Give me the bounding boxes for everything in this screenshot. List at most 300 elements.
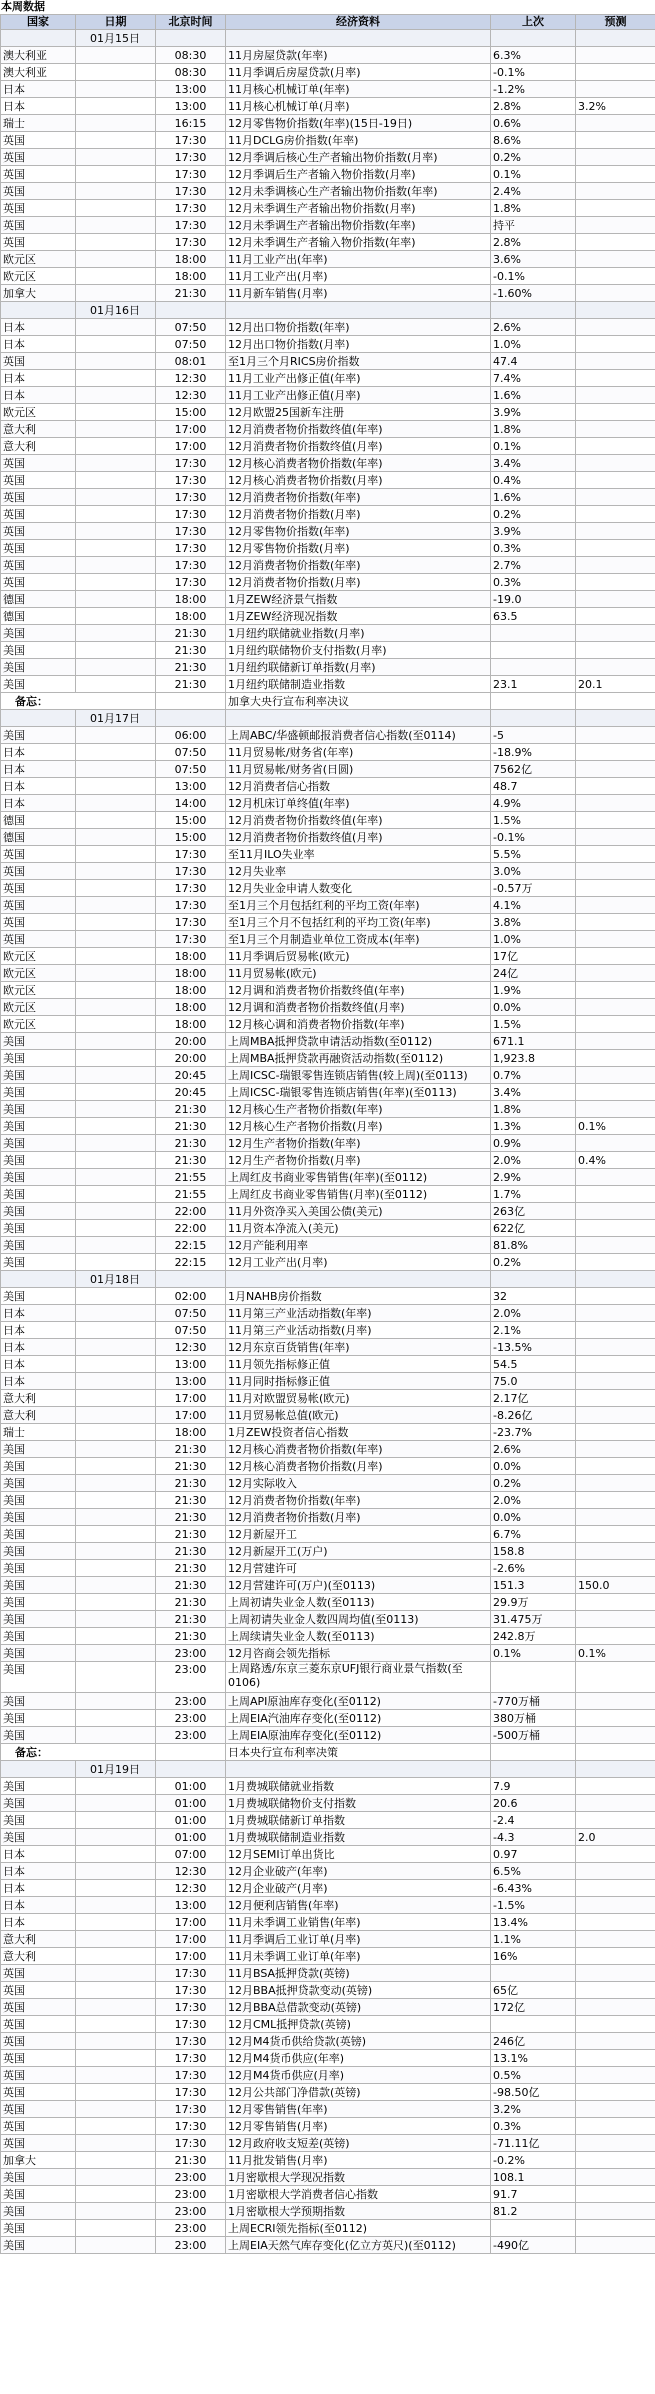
country-cell: 日本 — [1, 761, 76, 778]
country-cell: 英国 — [1, 506, 76, 523]
event-cell: 11月工业产出修正值(年率) — [226, 370, 491, 387]
event-cell: 12月产能利用率 — [226, 1237, 491, 1254]
previous-value-cell: 0.0% — [491, 1509, 576, 1526]
event-cell: 12月SEMI订单出货比 — [226, 1846, 491, 1863]
date-cell — [76, 1846, 156, 1863]
event-cell: 1月NAHB房价指数 — [226, 1288, 491, 1305]
previous-value-cell: 8.6% — [491, 132, 576, 149]
time-cell: 21:30 — [156, 1441, 226, 1458]
event-cell: 1月密歇根大学现况指数 — [226, 2169, 491, 2186]
table-row — [1, 948, 655, 965]
time-cell: 17:30 — [156, 2067, 226, 2084]
time-cell: 21:30 — [156, 1135, 226, 1152]
previous-value-cell: -490亿 — [491, 2237, 576, 2254]
forecast-value-cell — [576, 1846, 655, 1863]
time-cell: 07:00 — [156, 1846, 226, 1863]
country-cell: 日本 — [1, 387, 76, 404]
country-cell: 英国 — [1, 863, 76, 880]
date-cell — [76, 387, 156, 404]
time-cell: 21:30 — [156, 1101, 226, 1118]
event-cell: 12月消费者物价指数终值(年率) — [226, 812, 491, 829]
date-cell — [76, 1560, 156, 1577]
event-cell: 12月季调后生产者输入物价指数(月率) — [226, 166, 491, 183]
event-cell: 12月政府收支短差(英镑) — [226, 2135, 491, 2152]
date-row-country — [1, 710, 76, 727]
country-cell: 英国 — [1, 149, 76, 166]
table-row — [1, 2016, 655, 2033]
time-cell: 21:30 — [156, 625, 226, 642]
country-cell: 英国 — [1, 200, 76, 217]
country-cell: 英国 — [1, 2118, 76, 2135]
previous-value-cell: -770万桶 — [491, 1693, 576, 1710]
country-cell: 美国 — [1, 1693, 76, 1710]
forecast-value-cell — [576, 64, 655, 81]
time-cell: 21:55 — [156, 1186, 226, 1203]
time-cell: 08:30 — [156, 64, 226, 81]
forecast-value-cell — [576, 1611, 655, 1628]
table-row — [1, 1220, 655, 1237]
date-cell — [76, 1305, 156, 1322]
event-cell: 11月领先指标修正值 — [226, 1356, 491, 1373]
time-cell: 22:00 — [156, 1220, 226, 1237]
event-cell: 上周MBA抵押贷款申请活动指数(至0112) — [226, 1033, 491, 1050]
forecast-value-cell — [576, 1693, 655, 1710]
country-cell: 英国 — [1, 2016, 76, 2033]
date-cell — [76, 472, 156, 489]
date-cell — [76, 1931, 156, 1948]
time-cell: 17:30 — [156, 897, 226, 914]
date-cell — [76, 2152, 156, 2169]
previous-value-cell: -18.9% — [491, 744, 576, 761]
previous-value-cell: 16% — [491, 1948, 576, 1965]
event-cell: 1月ZEW经济现况指数 — [226, 608, 491, 625]
previous-value-cell: 1.5% — [491, 812, 576, 829]
time-cell: 17:30 — [156, 863, 226, 880]
forecast-value-cell — [576, 1288, 655, 1305]
date-cell — [76, 591, 156, 608]
date-cell — [76, 1441, 156, 1458]
event-cell: 11月未季调工业销售(年率) — [226, 1914, 491, 1931]
previous-value-cell: 671.1 — [491, 1033, 576, 1050]
forecast-value-cell — [576, 2118, 655, 2135]
time-cell: 23:00 — [156, 2203, 226, 2220]
table-row — [1, 2237, 655, 2254]
time-cell: 01:00 — [156, 1795, 226, 1812]
forecast-value-cell — [576, 132, 655, 149]
event-cell: 12月M4货币供应(月率) — [226, 2067, 491, 2084]
date-cell — [76, 1152, 156, 1169]
forecast-value-cell — [576, 931, 655, 948]
forecast-value-cell — [576, 1526, 655, 1543]
event-cell: 11月工业产出(年率) — [226, 251, 491, 268]
country-cell: 英国 — [1, 914, 76, 931]
table-row — [1, 2203, 655, 2220]
table-row — [1, 1305, 655, 1322]
date-cell — [76, 438, 156, 455]
date-cell — [76, 353, 156, 370]
event-cell: 上周红皮书商业零售销售(年率)(至0112) — [226, 1169, 491, 1186]
table-row — [1, 455, 655, 472]
forecast-value-cell — [576, 1067, 655, 1084]
forecast-value-cell — [576, 795, 655, 812]
time-cell: 17:00 — [156, 1948, 226, 1965]
forecast-value-cell — [576, 1863, 655, 1880]
time-cell: 17:30 — [156, 1965, 226, 1982]
forecast-value-cell: 0.1% — [576, 1645, 655, 1662]
country-cell: 美国 — [1, 1645, 76, 1662]
table-row — [1, 1254, 655, 1271]
date-cell — [76, 1220, 156, 1237]
previous-value-cell — [491, 659, 576, 676]
country-cell: 欧元区 — [1, 965, 76, 982]
table-row — [1, 47, 655, 64]
event-cell: 12月未季调核心生产者输出物价指数(年率) — [226, 183, 491, 200]
time-cell: 23:00 — [156, 1727, 226, 1744]
event-cell: 12月未季调生产者输出物价指数(年率) — [226, 217, 491, 234]
forecast-value-cell: 150.0 — [576, 1577, 655, 1594]
event-cell: 11月DCLG房价指数(年率) — [226, 132, 491, 149]
table-row — [1, 2152, 655, 2169]
table-row — [1, 863, 655, 880]
event-cell: 12月消费者物价指数(月率) — [226, 574, 491, 591]
date-cell — [76, 1727, 156, 1744]
date-row-forecast — [576, 30, 655, 47]
previous-value-cell: -98.50亿 — [491, 2084, 576, 2101]
date-cell — [76, 965, 156, 982]
event-cell: 12月核心调和消费者物价指数(年率) — [226, 1016, 491, 1033]
date-row-event — [226, 1761, 491, 1778]
forecast-value-cell — [576, 574, 655, 591]
previous-value-cell: 0.1% — [491, 1645, 576, 1662]
table-row — [1, 2220, 655, 2237]
date-row-previous — [491, 710, 576, 727]
time-cell: 07:50 — [156, 1322, 226, 1339]
country-cell: 日本 — [1, 81, 76, 98]
forecast-value-cell — [576, 1407, 655, 1424]
time-cell: 17:30 — [156, 2084, 226, 2101]
date-cell — [76, 2220, 156, 2237]
previous-value-cell: 23.1 — [491, 676, 576, 693]
forecast-value-cell — [576, 1509, 655, 1526]
table-row — [1, 523, 655, 540]
table-row — [1, 812, 655, 829]
country-cell: 日本 — [1, 1846, 76, 1863]
date-row-forecast — [576, 1761, 655, 1778]
previous-value-cell: -1.5% — [491, 1897, 576, 1914]
country-cell: 英国 — [1, 132, 76, 149]
forecast-value-cell — [576, 1169, 655, 1186]
previous-value-cell: 47.4 — [491, 353, 576, 370]
date-cell — [76, 744, 156, 761]
event-cell: 12月营建许可 — [226, 1560, 491, 1577]
table-row — [1, 2101, 655, 2118]
previous-value-cell: 1.7% — [491, 1186, 576, 1203]
event-cell: 11月资本净流入(美元) — [226, 1220, 491, 1237]
country-cell: 意大利 — [1, 1948, 76, 1965]
forecast-value-cell — [576, 115, 655, 132]
table-row — [1, 1727, 655, 1744]
country-cell: 英国 — [1, 2067, 76, 2084]
date-cell — [76, 132, 156, 149]
event-cell: 11月新车销售(月率) — [226, 285, 491, 302]
time-cell: 23:00 — [156, 1662, 226, 1693]
forecast-value-cell — [576, 1458, 655, 1475]
country-cell: 英国 — [1, 540, 76, 557]
table-row — [1, 591, 655, 608]
date-cell — [76, 1662, 156, 1693]
forecast-value-cell — [576, 2220, 655, 2237]
time-cell: 13:00 — [156, 98, 226, 115]
forecast-value-cell — [576, 744, 655, 761]
date-row-forecast — [576, 302, 655, 319]
forecast-value-cell — [576, 863, 655, 880]
event-cell: 12月核心消费者物价指数(年率) — [226, 455, 491, 472]
event-cell: 12月生产者物价指数(月率) — [226, 1152, 491, 1169]
date-cell — [76, 234, 156, 251]
forecast-value-cell — [576, 353, 655, 370]
previous-value-cell: 0.3% — [491, 574, 576, 591]
table-row — [1, 2050, 655, 2067]
country-cell: 美国 — [1, 1118, 76, 1135]
country-cell: 美国 — [1, 2169, 76, 2186]
forecast-value-cell — [576, 506, 655, 523]
event-cell: 上周ICSC-瑞银零售连锁店销售(年率)(至0113) — [226, 1084, 491, 1101]
table-row — [1, 1812, 655, 1829]
forecast-value-cell — [576, 2050, 655, 2067]
time-cell: 23:00 — [156, 1710, 226, 1727]
table-row — [1, 1050, 655, 1067]
forecast-value-cell — [576, 2101, 655, 2118]
memo-previous — [491, 693, 576, 710]
table-row — [1, 1152, 655, 1169]
country-cell: 美国 — [1, 2203, 76, 2220]
previous-value-cell: 3.8% — [491, 914, 576, 931]
event-cell: 上周初请失业金人数(至0113) — [226, 1594, 491, 1611]
forecast-value-cell — [576, 1322, 655, 1339]
time-cell: 17:30 — [156, 166, 226, 183]
event-cell: 12月零售销售(年率) — [226, 2101, 491, 2118]
header-forecast: 预测 — [576, 15, 655, 30]
event-cell: 12月消费者物价指数(月率) — [226, 1509, 491, 1526]
date-cell — [76, 1948, 156, 1965]
forecast-value-cell — [576, 1424, 655, 1441]
date-cell — [76, 47, 156, 64]
date-cell — [76, 727, 156, 744]
event-cell: 上周路透/东京三菱东京UFJ银行商业景气指数(至0106) — [226, 1662, 491, 1693]
table-row — [1, 1339, 655, 1356]
forecast-value-cell — [576, 1339, 655, 1356]
event-cell: 12月BBA总借款变动(英镑) — [226, 1999, 491, 2016]
time-cell: 18:00 — [156, 251, 226, 268]
table-row — [1, 1492, 655, 1509]
previous-value-cell: 151.3 — [491, 1577, 576, 1594]
country-cell: 美国 — [1, 1203, 76, 1220]
event-cell: 上周续请失业金人数(至0113) — [226, 1628, 491, 1645]
date-cell — [76, 2169, 156, 2186]
date-cell — [76, 1645, 156, 1662]
country-cell: 日本 — [1, 1322, 76, 1339]
time-cell: 13:00 — [156, 1356, 226, 1373]
country-cell: 日本 — [1, 1356, 76, 1373]
time-cell: 21:30 — [156, 1492, 226, 1509]
country-cell: 英国 — [1, 183, 76, 200]
forecast-value-cell — [576, 438, 655, 455]
previous-value-cell: -500万桶 — [491, 1727, 576, 1744]
date-cell — [76, 1611, 156, 1628]
event-cell: 12月消费者物价指数终值(月率) — [226, 438, 491, 455]
country-cell: 英国 — [1, 1999, 76, 2016]
country-cell: 英国 — [1, 455, 76, 472]
forecast-value-cell — [576, 319, 655, 336]
country-cell: 美国 — [1, 2237, 76, 2254]
forecast-value-cell: 20.1 — [576, 676, 655, 693]
forecast-value-cell — [576, 778, 655, 795]
event-cell: 12月消费者物价指数(年率) — [226, 1492, 491, 1509]
header-economic-data: 经济资料 — [226, 15, 491, 30]
event-cell: 1月费城联储新订单指数 — [226, 1812, 491, 1829]
table-row — [1, 1424, 655, 1441]
date-cell — [76, 2237, 156, 2254]
event-cell: 12月东京百货销售(年率) — [226, 1339, 491, 1356]
date-row-event — [226, 302, 491, 319]
country-cell: 日本 — [1, 778, 76, 795]
table-row — [1, 1628, 655, 1645]
previous-value-cell: -0.1% — [491, 64, 576, 81]
country-cell: 欧元区 — [1, 982, 76, 999]
previous-value-cell: -1.2% — [491, 81, 576, 98]
previous-value-cell: -2.4 — [491, 1812, 576, 1829]
event-cell: 1月费城联储制造业指数 — [226, 1829, 491, 1846]
event-cell: 11月批发销售(月率) — [226, 2152, 491, 2169]
forecast-value-cell — [576, 2033, 655, 2050]
table-row — [1, 200, 655, 217]
previous-value-cell: 2.8% — [491, 98, 576, 115]
country-cell: 英国 — [1, 574, 76, 591]
country-cell: 欧元区 — [1, 948, 76, 965]
event-cell: 12月零售物价指数(月率) — [226, 540, 491, 557]
previous-value-cell: 31.475万 — [491, 1611, 576, 1628]
time-cell: 01:00 — [156, 1829, 226, 1846]
previous-value-cell: 2.6% — [491, 1441, 576, 1458]
previous-value-cell: 17亿 — [491, 948, 576, 965]
event-cell: 12月调和消费者物价指数终值(月率) — [226, 999, 491, 1016]
previous-value-cell: 6.7% — [491, 1526, 576, 1543]
table-row — [1, 1662, 655, 1693]
date-cell — [76, 1101, 156, 1118]
country-cell: 美国 — [1, 1662, 76, 1693]
time-cell: 21:55 — [156, 1169, 226, 1186]
forecast-value-cell: 0.4% — [576, 1152, 655, 1169]
forecast-value-cell — [576, 149, 655, 166]
time-cell: 17:30 — [156, 931, 226, 948]
time-cell: 17:30 — [156, 472, 226, 489]
country-cell: 欧元区 — [1, 999, 76, 1016]
event-cell: 12月消费者信心指数 — [226, 778, 491, 795]
forecast-value-cell — [576, 1710, 655, 1727]
table-row — [1, 387, 655, 404]
previous-value-cell: 1.1% — [491, 1931, 576, 1948]
forecast-value-cell — [576, 999, 655, 1016]
previous-value-cell: 2.1% — [491, 1322, 576, 1339]
table-row — [1, 642, 655, 659]
previous-value-cell: 5.5% — [491, 846, 576, 863]
table-row — [1, 1169, 655, 1186]
table-row — [1, 489, 655, 506]
time-cell: 18:00 — [156, 948, 226, 965]
table-row — [1, 897, 655, 914]
country-cell: 美国 — [1, 1543, 76, 1560]
date-cell — [76, 931, 156, 948]
time-cell: 15:00 — [156, 404, 226, 421]
country-cell: 美国 — [1, 1288, 76, 1305]
forecast-value-cell — [576, 1237, 655, 1254]
time-cell: 17:30 — [156, 2033, 226, 2050]
table-row — [1, 1693, 655, 1710]
country-cell: 美国 — [1, 1628, 76, 1645]
country-cell: 美国 — [1, 1186, 76, 1203]
time-cell: 23:00 — [156, 2220, 226, 2237]
time-cell: 18:00 — [156, 982, 226, 999]
previous-value-cell: -6.43% — [491, 1880, 576, 1897]
event-cell: 12月企业破产(月率) — [226, 1880, 491, 1897]
table-row — [1, 98, 655, 115]
forecast-value-cell — [576, 1305, 655, 1322]
table-row — [1, 795, 655, 812]
country-cell: 英国 — [1, 2033, 76, 2050]
forecast-value-cell — [576, 404, 655, 421]
country-cell: 日本 — [1, 1373, 76, 1390]
country-cell: 英国 — [1, 2084, 76, 2101]
date-row — [1, 30, 655, 47]
date-cell — [76, 659, 156, 676]
previous-value-cell: 1,923.8 — [491, 1050, 576, 1067]
forecast-value-cell — [576, 489, 655, 506]
country-cell: 英国 — [1, 846, 76, 863]
country-cell: 英国 — [1, 353, 76, 370]
date-cell — [76, 1237, 156, 1254]
previous-value-cell: 0.3% — [491, 540, 576, 557]
date-cell — [76, 1965, 156, 1982]
previous-value-cell: 7562亿 — [491, 761, 576, 778]
previous-value-cell: 2.6% — [491, 319, 576, 336]
forecast-value-cell: 3.2% — [576, 98, 655, 115]
time-cell: 23:00 — [156, 2186, 226, 2203]
date-cell — [76, 285, 156, 302]
country-cell: 德国 — [1, 608, 76, 625]
country-cell: 意大利 — [1, 1407, 76, 1424]
table-header — [1, 15, 655, 30]
table-row — [1, 1526, 655, 1543]
date-cell — [76, 1033, 156, 1050]
time-cell: 21:30 — [156, 659, 226, 676]
time-cell: 12:30 — [156, 387, 226, 404]
previous-value-cell: 246亿 — [491, 2033, 576, 2050]
previous-value-cell: 2.0% — [491, 1152, 576, 1169]
country-cell: 澳大利亚 — [1, 64, 76, 81]
date-cell — [76, 98, 156, 115]
time-cell: 20:00 — [156, 1033, 226, 1050]
previous-value-cell: 108.1 — [491, 2169, 576, 2186]
date-cell — [76, 846, 156, 863]
date-cell — [76, 149, 156, 166]
country-cell: 美国 — [1, 1458, 76, 1475]
previous-value-cell: 3.4% — [491, 1084, 576, 1101]
country-cell: 欧元区 — [1, 251, 76, 268]
time-cell: 17:30 — [156, 2050, 226, 2067]
forecast-value-cell — [576, 1033, 655, 1050]
event-cell: 11月工业产出修正值(月率) — [226, 387, 491, 404]
date-label: 01月19日 — [76, 1761, 156, 1778]
